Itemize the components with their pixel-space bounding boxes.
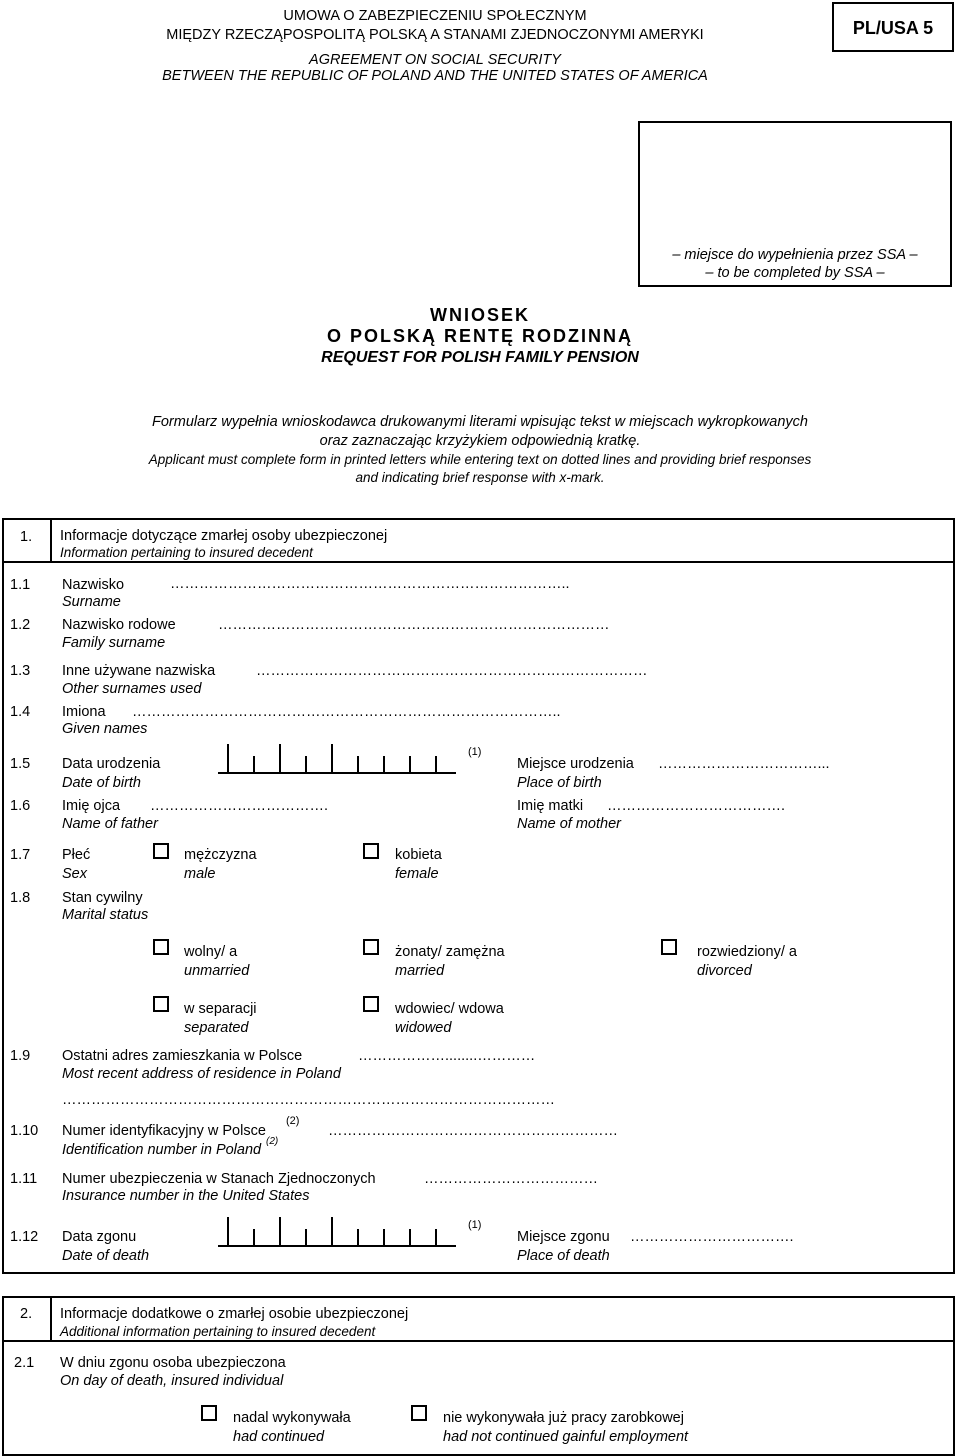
- address-field-line2[interactable]: …………………………………………………………………………………………: [62, 1092, 555, 1108]
- marital-unmarried-checkbox[interactable]: [153, 939, 169, 955]
- employment-not-continued-label-en: had not continued gainful employment: [443, 1429, 689, 1445]
- field-2-1-label-en: On day of death, insured individual: [60, 1373, 284, 1389]
- field-1-1-label-en: Surname: [62, 594, 121, 610]
- sex-male-label-en: male: [184, 866, 216, 882]
- header-pl-line1: UMOWA O ZABEZPIECZENIU SPOŁECZNYM: [283, 8, 587, 24]
- section2-title-en: Additional information pertaining to insured decedent: [60, 1324, 376, 1339]
- section1-header-rule: [2, 561, 953, 563]
- section1-num-divider: [50, 518, 52, 562]
- surname-field[interactable]: ………………………………………………………………………..: [170, 576, 570, 592]
- field-1-5-num: 1.5: [10, 756, 31, 772]
- instructions-pl-line2: oraz zaznaczając krzyżykiem odpowiednią kratkę.: [319, 433, 641, 449]
- field-1-12-label-en: Date of death: [62, 1248, 150, 1264]
- form-code: PL/USA 5: [852, 18, 934, 38]
- place-of-birth-label: Miejsce urodzenia: [517, 756, 634, 772]
- marital-separated-label-en: separated: [184, 1020, 249, 1036]
- marital-unmarried-label: wolny/ a: [184, 944, 238, 960]
- section2-header-rule: [2, 1340, 953, 1342]
- sex-male-checkbox[interactable]: [153, 843, 169, 859]
- field-1-7-num: 1.7: [10, 847, 31, 863]
- field-1-9-label: Ostatni adres zamieszkania w Polsce: [62, 1048, 303, 1064]
- marital-married-label-en: married: [395, 963, 445, 979]
- field-1-3-label: Inne używane nazwiska: [62, 663, 216, 679]
- field-1-8-num: 1.8: [10, 890, 31, 906]
- field-1-3-label-en: Other surnames used: [62, 681, 202, 697]
- field-1-10-footnote-en: (2): [266, 1136, 279, 1147]
- place-of-death-field[interactable]: …………………………….: [630, 1229, 794, 1245]
- field-1-6-label-en: Name of father: [62, 816, 158, 832]
- ssa-box-line1: – miejsce do wypełnienia przez SSA –: [672, 247, 918, 263]
- employment-continued-checkbox[interactable]: [201, 1405, 217, 1421]
- field-1-10-footnote: (2): [286, 1115, 300, 1127]
- date-of-birth-field[interactable]: [218, 744, 456, 774]
- section2-num-divider: [50, 1296, 52, 1340]
- field-1-2-label-en: Family surname: [62, 635, 166, 651]
- sex-female-label: kobieta: [395, 847, 442, 863]
- sex-female-label-en: female: [395, 866, 439, 882]
- field-1-10-label-en: Identification number in Poland: [62, 1142, 262, 1158]
- father-name-field[interactable]: ……………………………….: [150, 798, 329, 814]
- sex-male-label: mężczyzna: [184, 847, 257, 863]
- mother-name-label: Imię matki: [517, 798, 584, 814]
- identification-number-field[interactable]: ……………………………………………………: [328, 1123, 618, 1139]
- sex-female-checkbox[interactable]: [363, 843, 379, 859]
- field-1-1-label: Nazwisko: [62, 577, 125, 593]
- date-of-birth-footnote: (1): [468, 746, 482, 758]
- place-of-birth-label-en: Place of birth: [517, 775, 602, 791]
- field-1-4-label: Imiona: [62, 704, 106, 720]
- field-1-12-num: 1.12: [10, 1229, 39, 1245]
- field-1-6-num: 1.6: [10, 798, 31, 814]
- title-en: REQUEST FOR POLISH FAMILY PENSION: [321, 349, 639, 366]
- given-names-field[interactable]: ……………………………………………………………………………..: [132, 704, 561, 720]
- marital-married-checkbox[interactable]: [363, 939, 379, 955]
- field-1-9-num: 1.9: [10, 1048, 31, 1064]
- date-of-death-footnote: (1): [468, 1219, 482, 1231]
- field-1-10-label: Numer identyfikacyjny w Polsce: [62, 1123, 266, 1139]
- field-1-7-label: Płeć: [62, 847, 91, 863]
- ssa-box-line2: – to be completed by SSA –: [705, 265, 885, 281]
- family-surname-field[interactable]: ………………………………………………………………………: [218, 617, 610, 633]
- section1-title-en: Information pertaining to insured decedent: [60, 545, 313, 560]
- field-1-2-label: Nazwisko rodowe: [62, 617, 176, 633]
- field-1-8-label: Stan cywilny: [62, 890, 143, 906]
- field-1-8-label-en: Marital status: [62, 907, 149, 923]
- form-code-box: [832, 2, 954, 52]
- field-2-1-label: W dniu zgonu osoba ubezpieczona: [60, 1355, 286, 1371]
- header-en-line1: AGREEMENT ON SOCIAL SECURITY: [309, 52, 561, 68]
- section2-title: Informacje dodatkowe o zmarłej osobie ubezpieczonej: [60, 1306, 409, 1322]
- employment-not-continued-checkbox[interactable]: [411, 1405, 427, 1421]
- field-1-5-label-en: Date of birth: [62, 775, 141, 791]
- header-en-line2: BETWEEN THE REPUBLIC OF POLAND AND THE UNITED STATES OF AMERICA: [162, 68, 708, 84]
- marital-widowed-checkbox[interactable]: [363, 996, 379, 1012]
- title-line1: WNIOSEK: [429, 305, 530, 325]
- place-of-death-label-en: Place of death: [517, 1248, 610, 1264]
- ssa-box: [638, 121, 952, 287]
- header-pl-line2: MIĘDZY RZECZĄPOSPOLITĄ POLSKĄ A STANAMI ZJEDNOCZONYMI AMERYKI: [166, 27, 704, 43]
- field-1-2-num: 1.2: [10, 617, 31, 633]
- field-1-5-label: Data urodzenia: [62, 756, 161, 772]
- field-1-3-num: 1.3: [10, 663, 31, 679]
- field-1-11-label: Numer ubezpieczenia w Stanach Zjednoczonych: [62, 1171, 376, 1187]
- address-field[interactable]: ………………........…………: [358, 1048, 536, 1064]
- field-1-10-num: 1.10: [10, 1123, 39, 1139]
- employment-not-continued-label: nie wykonywała już pracy zarobkowej: [443, 1410, 684, 1426]
- field-1-4-num: 1.4: [10, 704, 31, 720]
- field-1-12-label: Data zgonu: [62, 1229, 137, 1245]
- marital-widowed-label: wdowiec/ wdowa: [395, 1001, 504, 1017]
- employment-continued-label: nadal wykonywała: [233, 1410, 351, 1426]
- instructions-pl-line1: Formularz wypełnia wnioskodawca drukowanymi literami wpisując tekst w miejscach wykropkowanych: [152, 414, 808, 430]
- field-1-11-num: 1.11: [10, 1171, 38, 1187]
- marital-unmarried-label-en: unmarried: [184, 963, 250, 979]
- place-of-birth-field[interactable]: ……………………………...: [658, 756, 830, 772]
- field-1-9-label-en: Most recent address of residence in Poland: [62, 1066, 341, 1082]
- field-1-11-label-en: Insurance number in the United States: [62, 1188, 310, 1204]
- employment-continued-label-en: had continued: [233, 1429, 325, 1445]
- field-1-7-label-en: Sex: [62, 866, 87, 882]
- section1-title: Informacje dotyczące zmarłej osoby ubezpieczonej: [60, 528, 388, 544]
- marital-divorced-label-en: divorced: [697, 963, 752, 979]
- title-line2: O POLSKĄ RENTĘ RODZINNĄ: [326, 326, 633, 346]
- field-2-1-num: 2.1: [14, 1355, 35, 1371]
- instructions-en-line2: and indicating brief response with x-mark.: [355, 470, 605, 485]
- place-of-death-label: Miejsce zgonu: [517, 1229, 610, 1245]
- field-1-1-num: 1.1: [10, 577, 31, 593]
- marital-widowed-label-en: widowed: [395, 1020, 452, 1036]
- other-surnames-field[interactable]: ………………………………………………………………………: [256, 663, 648, 679]
- field-1-6-label: Imię ojca: [62, 798, 121, 814]
- section2-num: 2.: [20, 1306, 33, 1322]
- us-insurance-number-field[interactable]: ………………………………: [424, 1171, 598, 1187]
- marital-separated-checkbox[interactable]: [153, 996, 169, 1012]
- marital-divorced-label: rozwiedziony/ a: [697, 944, 797, 960]
- marital-separated-label: w separacji: [184, 1001, 257, 1017]
- mother-name-label-en: Name of mother: [517, 816, 621, 832]
- section1-num: 1.: [20, 529, 33, 545]
- field-1-4-label-en: Given names: [62, 721, 148, 737]
- marital-divorced-checkbox[interactable]: [661, 939, 677, 955]
- mother-name-field[interactable]: ……………………………….: [607, 798, 786, 814]
- marital-married-label: żonaty/ zamężna: [395, 944, 505, 960]
- instructions-en-line1: Applicant must complete form in printed letters while entering text on dotted lines and providing brief responses: [148, 452, 812, 467]
- date-of-death-field[interactable]: [218, 1217, 456, 1247]
